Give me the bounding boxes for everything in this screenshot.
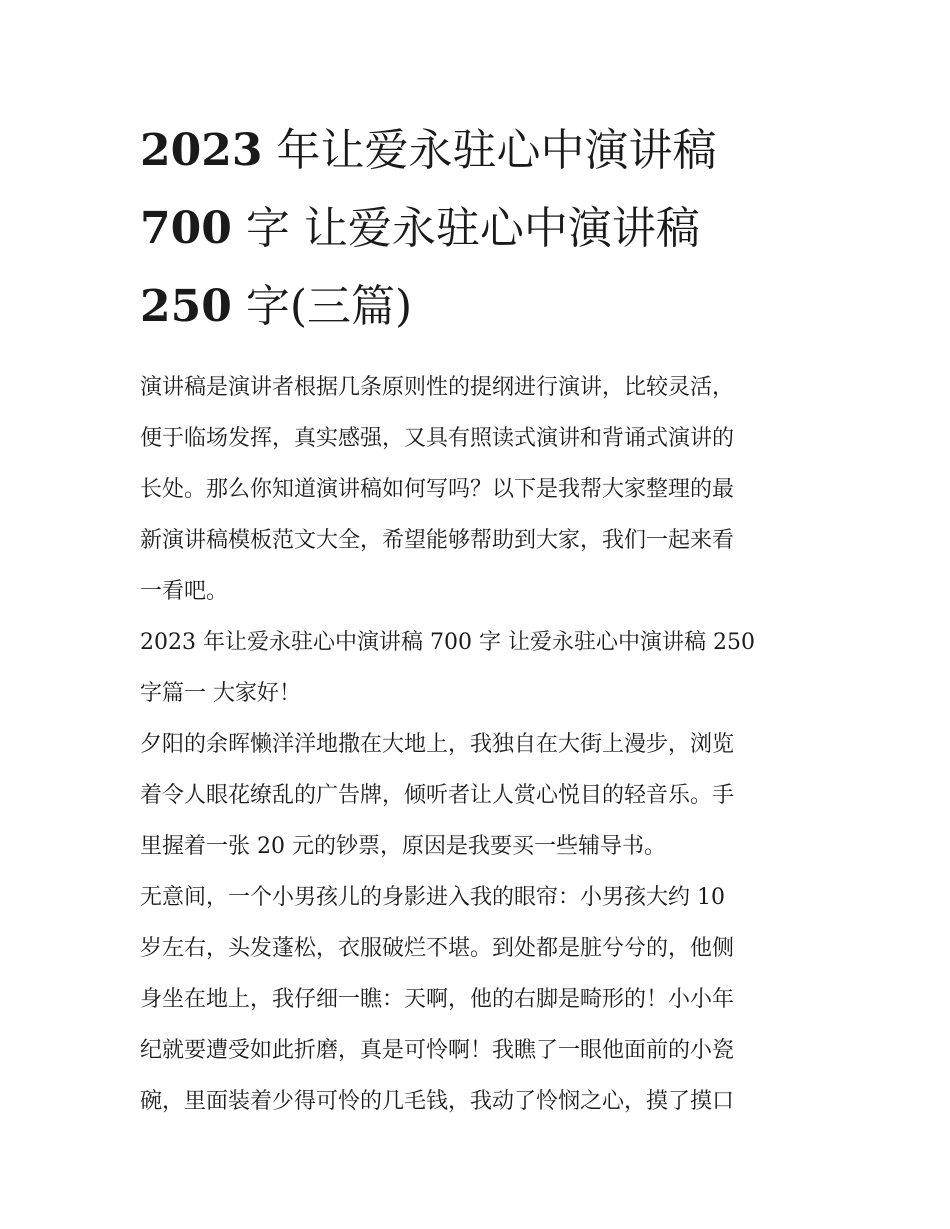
- title-line: [140, 268, 816, 346]
- paragraph-sunset: [140, 719, 816, 872]
- title-number: 2023: [140, 125, 263, 176]
- text-line: 新演讲稿模板范文大全，希望能够帮助到大家，我们一起来看: [140, 528, 735, 553]
- text-line: 里握着一张 20 元的钞票，原因是我要买一些辅导书。: [140, 834, 666, 859]
- title-text: 字 让爱永驻心中演讲稿: [231, 203, 700, 254]
- text-line: 演讲稿是演讲者根据几条原则性的提纲进行演讲，比较灵活，: [140, 375, 735, 400]
- text-line: 无意间，一个小男孩儿的身影进入我的眼帘：小男孩大约 10: [140, 885, 725, 910]
- text-line: 字篇一 大家好！: [140, 681, 301, 706]
- text-line: 2023 年让爱永驻心中演讲稿 700 字 让爱永驻心中演讲稿 250: [140, 630, 755, 655]
- title-text: 年让爱永驻心中演讲稿: [262, 125, 717, 176]
- title-text: 字(三篇): [231, 281, 413, 332]
- paragraph-heading: [140, 617, 816, 719]
- text-line: 一看吧。: [140, 579, 229, 604]
- paragraph-boy: [140, 872, 816, 1127]
- document-page: [140, 112, 816, 1127]
- document-title: [140, 112, 816, 346]
- title-line: [140, 112, 816, 190]
- paragraph-intro: [140, 362, 816, 617]
- text-line: 着令人眼花缭乱的广告牌，倾听者让人赏心悦目的轻音乐。手: [140, 783, 735, 808]
- title-line: [140, 190, 816, 268]
- text-line: 碗，里面装着少得可怜的几毛钱，我动了怜悯之心，摸了摸口: [140, 1089, 735, 1114]
- title-number: 250: [140, 281, 232, 332]
- text-line: 岁左右，头发蓬松，衣服破烂不堪。到处都是脏兮兮的，他侧: [140, 936, 735, 961]
- document-body: [140, 362, 816, 1127]
- text-line: 纪就要遭受如此折磨，真是可怜啊！我瞧了一眼他面前的小瓷: [140, 1038, 735, 1063]
- text-line: 身坐在地上，我仔细一瞧：天啊，他的右脚是畸形的！小小年: [140, 987, 735, 1012]
- text-line: 长处。那么你知道演讲稿如何写吗？以下是我帮大家整理的最: [140, 477, 735, 502]
- title-number: 700: [140, 203, 232, 254]
- text-line: 便于临场发挥，真实感强，又具有照读式演讲和背诵式演讲的: [140, 426, 735, 451]
- text-line: 夕阳的余晖懒洋洋地撒在大地上，我独自在大街上漫步，浏览: [140, 732, 735, 757]
